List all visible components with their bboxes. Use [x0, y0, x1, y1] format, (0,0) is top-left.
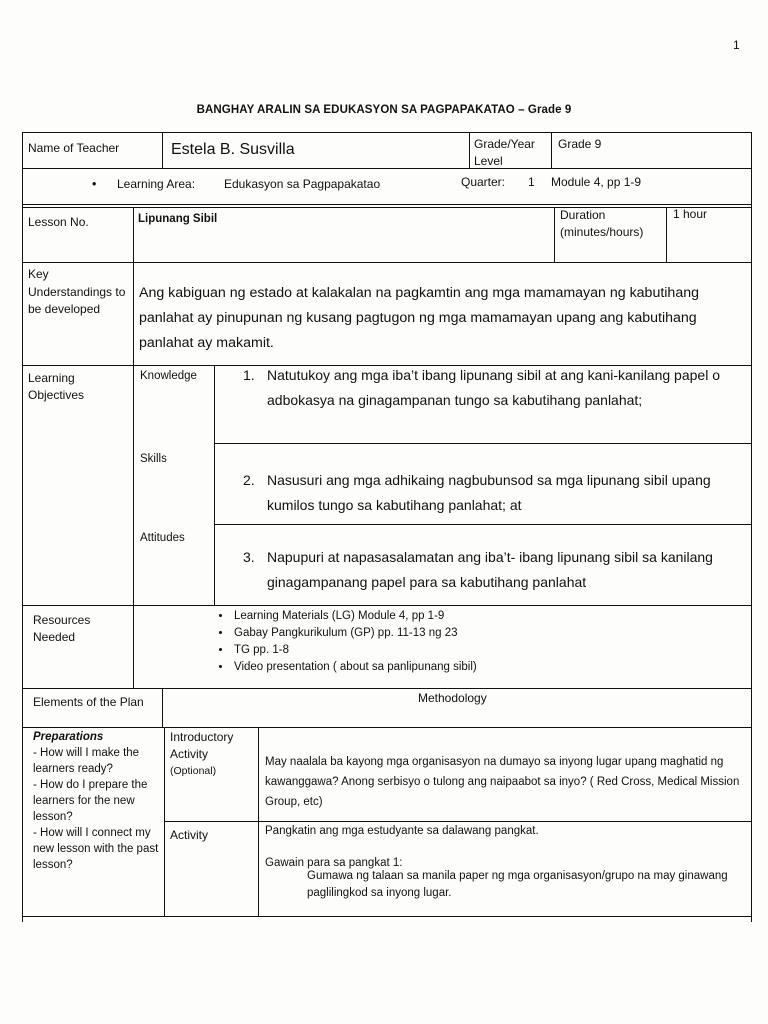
activity-line-1: Pangkatin ang mga estudyante sa dalawang pangkat.	[265, 825, 539, 837]
resource-item: • Learning Materials (LG) Module 4, pp 1-9	[232, 608, 730, 625]
objective-text-3: Napupuri at napasasalamatan ang iba’t- ibang lipunang sibil sa kanilang ginagampanang papel para sa kabutihang panlahat	[267, 549, 713, 590]
resource-item: • TG pp. 1-8	[232, 642, 730, 659]
resource-item: • Video presentation ( about sa panlipunang sibil)	[232, 659, 730, 676]
elements-label: Elements of the Plan	[33, 695, 144, 709]
preparations-heading: Preparations	[33, 731, 104, 743]
teacher-label: Name of Teacher	[28, 141, 120, 155]
objective-text-1: Natutukoy ang mga iba’t ibang lipunang sibil at ang kani-kanilang papel o adbokasya na ginagampanan tungo sa kabutihang panlahat;	[267, 367, 720, 408]
document-title: BANGHAY ARALIN SA EDUKASYON SA PAGPAPAKATAO – Grade 9	[196, 104, 572, 116]
objective-number-2: 2.	[243, 472, 255, 488]
introductory-label: Introductory Activity	[170, 730, 234, 761]
activity-line-3: Gumawa ng talaan sa manila paper ng mga organisasyon/grupo na may ginawang paglilingkod sa inyong lugar.	[307, 870, 728, 899]
learning-area-row	[92, 176, 96, 193]
objective-text-2: Nasusuri ang mga adhikaing nagbubunsod sa mga lipunang sibil upang kumilos tungo sa kabutihang panlahat; at	[267, 472, 711, 513]
objective-number-3: 3.	[243, 549, 255, 565]
activity-line-2: Gawain para sa pangkat 1:	[265, 857, 403, 869]
preparation-question: - How will I make the learners ready?	[33, 747, 140, 775]
learning-area-value: Edukasyon sa Pagpapakatao	[224, 177, 381, 191]
objective-number-1: 1.	[243, 367, 255, 383]
lesson-label: Lesson No.	[28, 215, 89, 229]
bullet-icon: •	[92, 177, 97, 191]
objective-type-skills: Skills	[140, 453, 167, 465]
page-number: 1	[733, 38, 740, 52]
objective-type-knowledge: Knowledge	[140, 370, 197, 382]
introductory-optional: (Optional)	[170, 765, 217, 777]
learning-area-label: Learning Area:	[117, 177, 196, 191]
resources-list	[210, 608, 730, 676]
activity-label: Activity	[170, 828, 209, 842]
resources-label: Resources Needed	[33, 613, 91, 644]
module-value: Module 4, pp 1-9	[551, 175, 642, 189]
quarter-value: 1	[528, 175, 535, 189]
grade-value: Grade 9	[558, 137, 602, 151]
learning-objectives-label: Learning Objectives	[28, 371, 85, 402]
lesson-title: Lipunang Sibil	[138, 213, 218, 225]
resource-item: • Gabay Pangkurikulum (GP) pp. 11-13 ng 23	[232, 625, 730, 642]
duration-label: Duration (minutes/hours)	[560, 208, 644, 239]
duration-value: 1 hour	[673, 207, 708, 221]
key-understandings-label: Key Understandings to be developed	[28, 267, 126, 316]
preparations-cell	[33, 729, 161, 873]
preparation-question: - How will I connect my new lesson with the past lesson?	[33, 827, 159, 871]
methodology-label: Methodology	[418, 691, 487, 705]
teacher-name: Estela B. Susvilla	[171, 141, 295, 158]
preparation-question: - How do I prepare the learners for the new lesson?	[33, 779, 148, 823]
key-understandings-text: Ang kabiguan ng estado at kalakalan na pagkamtin ang mga mamamayan ng kabutihang panlahat ay pinupunan ng kusang pagtugon ng mga mamamayan upang ang kabutihang panlahat ay makamit.	[139, 285, 699, 351]
introductory-text: May naalala ba kayong mga organisasyon na dumayo sa inyong lugar upang maghatid ng kawanggawa? Anong serbisyo o tulong ang naipaabot sa inyo? ( Red Cross, Medical Mission Group, etc)	[265, 756, 740, 808]
objective-type-attitudes: Attitudes	[140, 532, 185, 544]
grade-label: Grade/Year Level	[474, 137, 535, 168]
quarter-label: Quarter:	[461, 175, 506, 189]
